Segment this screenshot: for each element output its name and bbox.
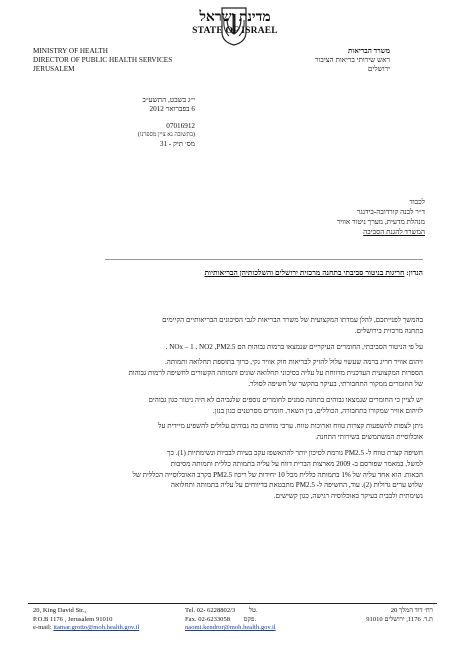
- fax-number: Fax. 02-6233058: [185, 615, 231, 623]
- footer-contact: [185, 607, 276, 633]
- reference-number: 07016912: [166, 122, 195, 130]
- ministry-line: MINISTRY OF HEALTH: [33, 47, 108, 55]
- ministry-line: ראש שירותי בריאות הציבור: [315, 56, 390, 64]
- body-line: חשיפה קצרת טווח ל- PM2.5 גורמת לסיכון יותר להתאשפז עקב בעיות לבביות ונשימתיות (1). כך: [167, 448, 423, 457]
- state-name-hebrew: מדינת ישראל: [199, 10, 271, 25]
- date-reference-block: [55, 96, 195, 149]
- body-line: בתחנה מרכזית בירושלים.: [354, 326, 423, 335]
- recipient-line: ד״ר לבנה קורדובה-בידנגר: [356, 208, 425, 216]
- address-line: ת.ד. 1176, ירושלים 91010: [366, 615, 433, 623]
- ministry-line: ירושלים: [367, 65, 390, 73]
- subject-label: הנדון:: [406, 268, 423, 277]
- footer-separator: [28, 603, 437, 604]
- body-line: הספרות המקצועית העדכנית מדווחת על עליה בסיכוני תחלואה שונים ותמותה הקשורים לחשיפה לרמות גבוהות: [128, 369, 423, 378]
- body-line: על פי הניטור הסביבתי, החומרים העיקריים שנמצאו ברמות גבוהות הם NOx – 1 , NO2 ,PM2.5 .: [165, 342, 423, 351]
- subject-text: חריגות בניטור סביבתי בתחנה מרכזית ירושלים והשלכותיהן הבריאותיות: [204, 268, 405, 277]
- footer-address-english: [33, 607, 139, 633]
- body-line: ניתן לצפות להשפעות קצרות טווח וארוכות טווח. ערכי מוחזים כה גבוהים עלולים להשפיע מיידית על: [158, 422, 423, 431]
- body-line: יש לציין כי החומרים שנמצאו גבוהים בתחנה סמנים לחומרים נוספים שלגביהם לא היה ניטור כגון גבוהים: [148, 395, 423, 404]
- body-line: אוכלוסיית המשתמשים בשירותי התחנה.: [315, 433, 423, 442]
- ministry-line: JERUSALEM: [33, 65, 75, 73]
- letter-body: [42, 315, 423, 502]
- body-line: למשל, במאמר שפורסם ב- 2009 מארצות הברית דווח על עליה בתמותה כללית ותמותה מסיבות: [170, 459, 423, 468]
- body-line: בהמשך לפנייתכם, להלן עמדתו המקצועית של משרד הבריאות לגבי הסיכונים הבריאותיים הקיימים: [162, 316, 423, 324]
- recipient-line: מנהלת מדעית, מערך ניטור אוויר: [336, 218, 425, 226]
- ministry-line: משרד הבריאות: [348, 47, 390, 55]
- footer-address-hebrew: [323, 607, 433, 624]
- recipient-block: [225, 197, 425, 237]
- date-hebrew: י״ג בשבט, התשע״ב: [142, 96, 195, 104]
- body-line: שלוש ערים גדולות (2). עוד, החשיפה ל- PM2.5 מתבטאת בדיווחים על עליה בתמותה ותחלואה: [170, 481, 423, 490]
- tel-number: Tel. 02- 6228802/3: [185, 607, 236, 614]
- date-gregorian: 6 בפברואר 2012: [149, 105, 195, 113]
- body-line: זיהום אוויר חריג ברמה שעשוי עלול להזיק לבריאות חוק אוויר נקי, כרוך בתוספת תחלואה ותמותה.: [164, 358, 423, 367]
- ministry-line: DIRECTOR OF PUBLIC HEALTH SERVICES: [33, 56, 173, 64]
- body-line: נשימתית ולבבית בעיקר באוכלוסיה רגישה, כגון קשישים.: [273, 492, 423, 501]
- email-label: e-mail:: [33, 624, 52, 631]
- fax-label-hebrew: פקס.: [243, 615, 257, 623]
- address-line: 20, King David Str.,: [33, 607, 87, 614]
- recipient-line: המשרד להגנת הסביבה: [363, 228, 425, 236]
- subject-line: [100, 268, 423, 277]
- recipient-line: לכבוד: [409, 198, 425, 206]
- email-link-2[interactable]: naomi.kendror@moh.health.gov.il: [185, 624, 276, 631]
- body-line: הבאות. הוא אחד עליה של 1% בתמותה כללית מכל 10 יחידות של ריכוז PM2.5 בקרב האוכלוסייה הכללית של: [132, 470, 423, 479]
- file-number: מס׳ תיק - 31: [159, 140, 195, 148]
- email-link-1[interactable]: itamar.grotto@moh.health.gov.il: [53, 624, 140, 631]
- address-line: P.O.B 1176 , Jerusalem 91010: [33, 615, 113, 623]
- separator-line: [105, 259, 423, 260]
- tel-label-hebrew: טל.: [248, 607, 258, 614]
- body-line: של החומרים ממקור התחבורתי, בעיקר בהקשר של חשיפה לסולר.: [248, 379, 423, 388]
- reference-note: (בתשובה נא ציין מספרנו): [137, 132, 195, 138]
- address-line: רח׳ דוד המלך 20: [390, 607, 433, 614]
- state-name-english: STATE OF ISRAEL: [192, 26, 278, 36]
- ministry-block-english: [33, 47, 172, 74]
- body-line: לזיהום אוויר שמקורו בתחבורה, הכוללים, בין השאר, חומרים מסרטנים כגון בנזן.: [212, 406, 423, 415]
- ministry-block-hebrew: [230, 47, 390, 74]
